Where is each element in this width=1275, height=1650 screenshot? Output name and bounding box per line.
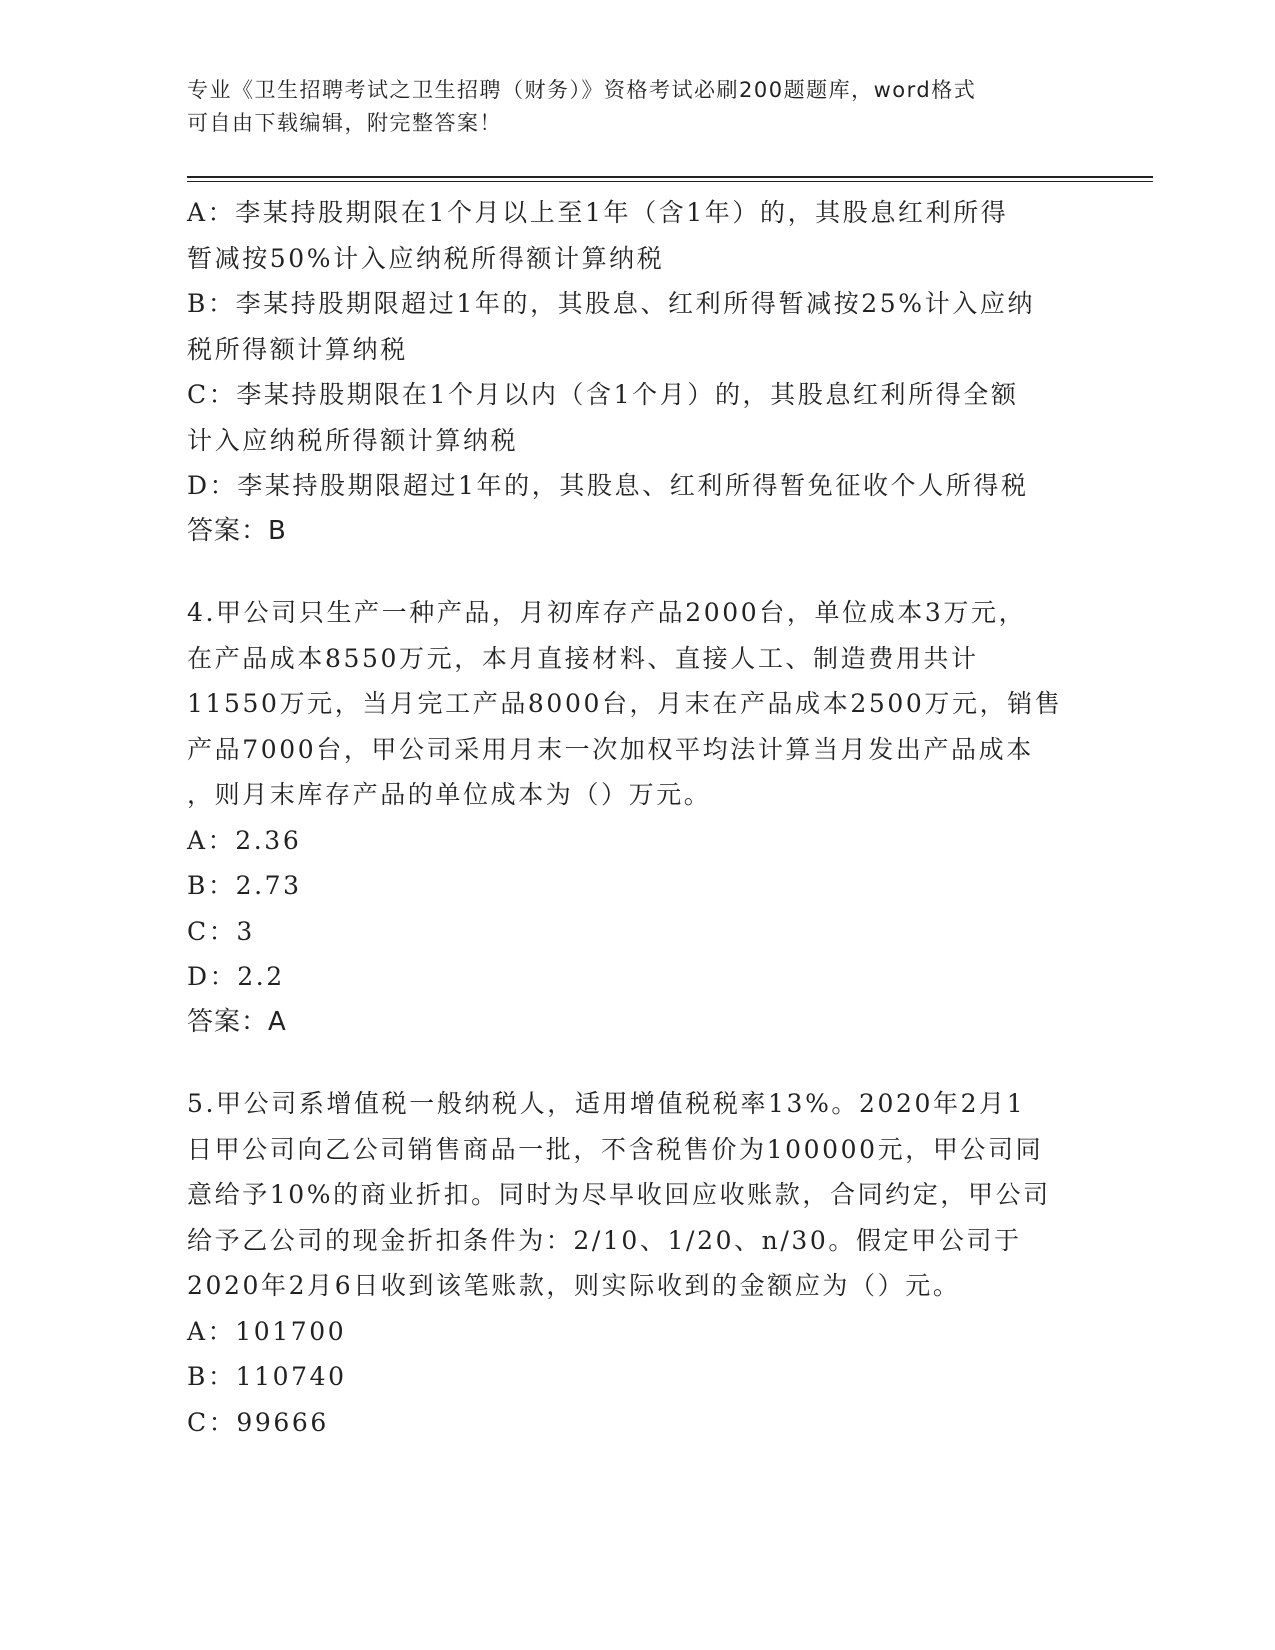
question-4-stem-line: 4.甲公司只生产一种产品，月初库存产品2000台，单位成本3万元，	[187, 598, 1027, 627]
question-5-stem-line: 给予乙公司的现金折扣条件为：2/10、1/20、n/30。假定甲公司于	[187, 1225, 1022, 1255]
option-a: A：2.36	[187, 825, 302, 855]
header-title-line-1: 专业《卫生招聘考试之卫生招聘（财务）》资格考试必刷200题题库，word格式	[187, 78, 977, 102]
option-b-line-2: 税所得额计算纳税	[187, 334, 408, 364]
option-b: B：110740	[187, 1362, 347, 1391]
question-5-stem-line: 日甲公司向乙公司销售商品一批，不含税售价为100000元，甲公司同	[187, 1134, 1044, 1164]
option-c-line-1: C：李某持股期限在1个月以内（含1个月）的，其股息红利所得全额	[187, 380, 1019, 409]
option-c: C：99666	[187, 1407, 329, 1437]
question-5-options	[187, 1309, 1087, 1446]
header-divider	[187, 176, 1153, 178]
question-content	[187, 190, 1087, 1445]
question-4-stem-line: ，则月末库存产品的单位成本为（）万元。	[187, 780, 712, 809]
question-5-stem-line: 5.甲公司系增值税一般纳税人，适用增值税税率13%。2020年2月1	[187, 1089, 1026, 1118]
header-title-line-2: 可自由下载编辑，附完整答案！	[187, 111, 502, 135]
question-4-stem-line: 11550万元，当月完工产品8000台，月末在产品成本2500万元，销售	[187, 689, 1063, 718]
option-d-line-1: D：李某持股期限超过1年的，其股息、红利所得暂免征收个人所得税	[187, 471, 1029, 500]
question-4-answer: 答案：A	[187, 1006, 287, 1037]
header-divider-thin	[187, 181, 1153, 182]
question-4-stem-line: 产品7000台，甲公司采用月末一次加权平均法计算当月发出产品成本	[187, 734, 1034, 764]
question-5-stem-line: 意给予10%的商业折扣。同时为尽早收回应收账款，合同约定，甲公司	[187, 1180, 1051, 1209]
option-b: B：2.73	[187, 871, 302, 900]
option-d: D：2.2	[187, 962, 285, 991]
option-a-line-2: 暂减按50%计入应纳税所得额计算纳税	[187, 243, 665, 273]
question-5-stem-line: 2020年2月6日收到该笔账款，则实际收到的金额应为（）元。	[187, 1271, 961, 1300]
question-4-stem-line: 在产品成本8550万元，本月直接材料、直接人工、制造费用共计	[187, 643, 979, 673]
option-c: C：3	[187, 916, 255, 946]
question-3-options	[187, 190, 1087, 509]
option-a-line-1: A：李某持股期限在1个月以上至1年（含1年）的，其股息红利所得	[187, 198, 1009, 227]
option-b-line-1: B：李某持股期限超过1年的，其股息、红利所得暂减按25%计入应纳	[187, 289, 1036, 318]
question-5-stem	[187, 1081, 1087, 1309]
spacer	[187, 554, 1087, 590]
page-header	[187, 74, 1067, 140]
spacer	[187, 1045, 1087, 1081]
option-c-line-2: 计入应纳税所得额计算纳税	[187, 425, 519, 455]
question-3-answer: 答案：B	[187, 515, 287, 546]
option-a: A：101700	[187, 1316, 347, 1346]
question-4-options	[187, 818, 1087, 1000]
question-4-stem	[187, 590, 1087, 818]
